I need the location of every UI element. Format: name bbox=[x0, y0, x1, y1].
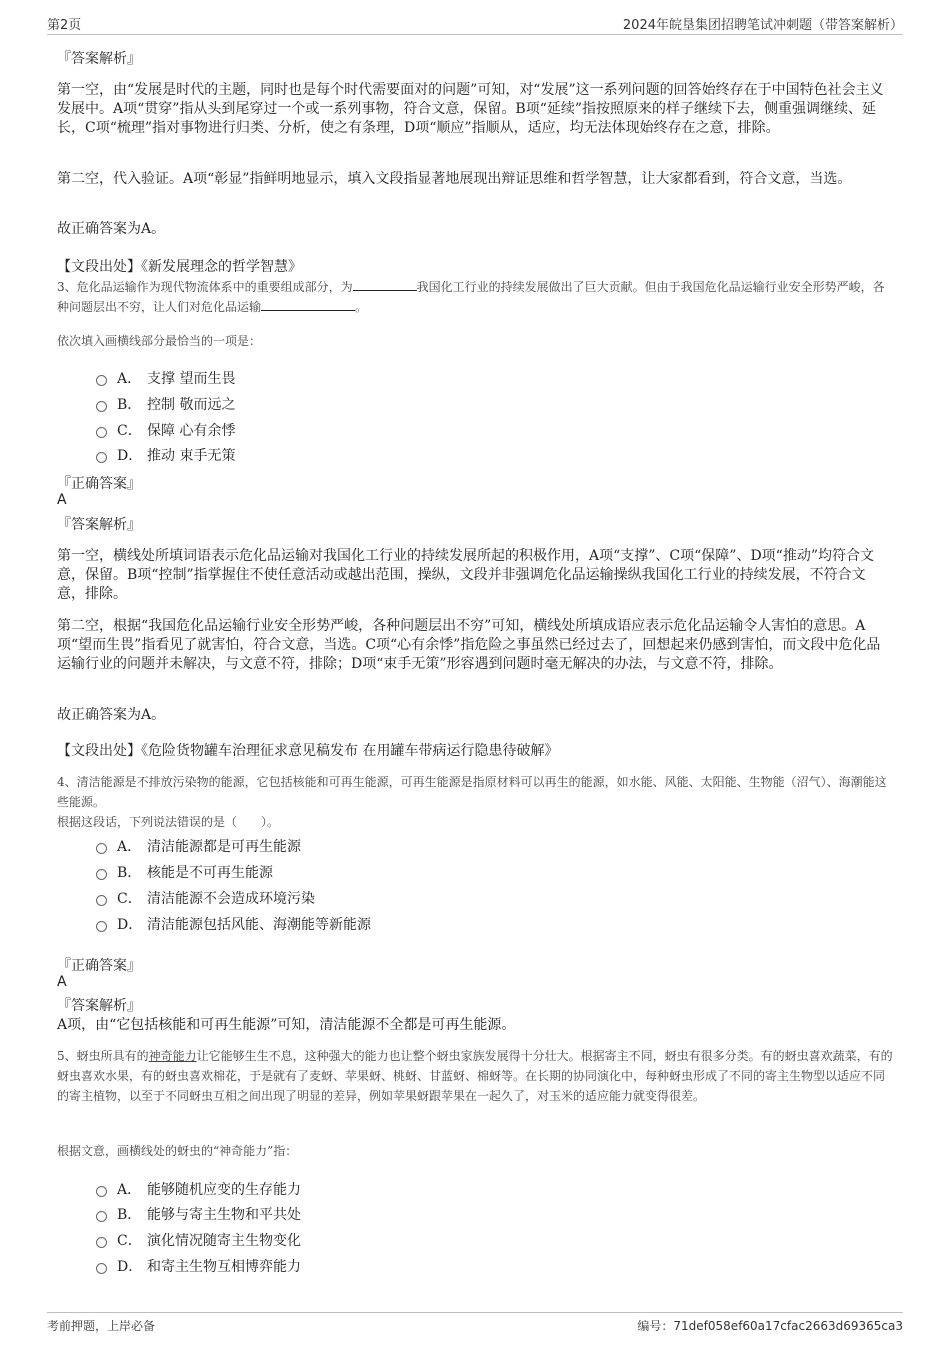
option-c[interactable] bbox=[96, 1230, 301, 1250]
correct-answer-value: A bbox=[57, 974, 67, 990]
option-letter: D． bbox=[117, 448, 143, 464]
page-footer bbox=[47, 1312, 903, 1336]
radio-icon[interactable] bbox=[96, 895, 107, 906]
fill-blank bbox=[353, 278, 417, 291]
document-title: 2024年皖垦集团招聘笔试冲刺题（带答案解析） bbox=[622, 18, 903, 33]
source-title: 《新发展理念的哲学智慧》 bbox=[141, 259, 302, 275]
option-a[interactable] bbox=[96, 1179, 301, 1199]
option-d[interactable] bbox=[96, 1256, 301, 1276]
fill-blank bbox=[261, 298, 355, 311]
question-stem bbox=[57, 277, 893, 317]
stem-text: 3、危化品运输作为现代物流体系中的重要组成部分，为 bbox=[57, 280, 353, 294]
radio-icon[interactable] bbox=[96, 1263, 107, 1274]
option-text: 能够随机应变的生存能力 bbox=[147, 1182, 301, 1198]
radio-icon[interactable] bbox=[96, 401, 107, 412]
radio-icon[interactable] bbox=[96, 1237, 107, 1248]
radio-icon[interactable] bbox=[96, 921, 107, 932]
underlined-phrase: 神奇能力 bbox=[148, 1049, 197, 1063]
option-b[interactable] bbox=[96, 862, 273, 882]
analysis-label: 『答案解析』 bbox=[57, 51, 141, 67]
option-text: 能够与寄主生物和平共处 bbox=[147, 1207, 301, 1223]
option-a[interactable] bbox=[96, 368, 235, 388]
radio-icon[interactable] bbox=[96, 375, 107, 386]
radio-icon[interactable] bbox=[96, 1186, 107, 1197]
option-d[interactable] bbox=[96, 445, 235, 465]
option-letter: B． bbox=[117, 397, 142, 413]
stem-text: 。 bbox=[355, 300, 368, 314]
analysis-paragraph: 第一空，由“发展是时代的主题，同时也是每个时代需要面对的问题”可知，对“发展”这一系列问题的回答始终存在于中国特色社会主义发展中。A项“贯穿”指从头到尾穿过一个或一系列事物，符合文意，保留。B项“延续”指按照原来的样子继续下去，侧重强调继续、延长，C项“梳理”指对事物进行归类、分析，使之有条理，D项“顺应”指顺从，适应，均无法体现始终存在之意，排除。 bbox=[57, 82, 884, 136]
question-stem: 4、清洁能源是不排放污染物的能源，它包括核能和可再生能源，可再生能源是指原材料可以再生的能源，如水能、风能、太阳能、生物能（沼气）、海潮能这些能源。 bbox=[57, 775, 887, 809]
footer-slogan: 考前押题，上岸必备 bbox=[47, 1319, 156, 1333]
option-text: 控制 敬而远之 bbox=[147, 397, 236, 413]
option-text: 支撑 望而生畏 bbox=[147, 371, 236, 387]
correct-answer-label: 『正确答案』 bbox=[57, 958, 141, 974]
answer-conclusion: 故正确答案为A。 bbox=[57, 221, 166, 237]
option-letter: A． bbox=[117, 371, 142, 387]
option-text: 保障 心有余悸 bbox=[147, 423, 236, 439]
analysis-paragraph: 第一空，横线处所填词语表示危化品运输对我国化工行业的持续发展所起的积极作用，A项“支撑”、C项“保障”、D项“推动”均符合文意，保留。B项“控制”指掌握住不使任意活动或越出范围，操纵，文段并非强调危化品运输操纵我国化工行业的持续发展，不符合文意，排除。 bbox=[57, 548, 874, 602]
radio-icon[interactable] bbox=[96, 869, 107, 880]
answer-conclusion: 故正确答案为A。 bbox=[57, 707, 166, 723]
option-letter: C． bbox=[117, 423, 142, 439]
option-letter: D． bbox=[117, 917, 143, 933]
source-tag: 【文段出处】 bbox=[57, 743, 141, 759]
stem-text: 我国化工行业的持续发展做出了巨大贡献。但由于我国危化品运输行业安全形势严峻，各种问题层出不穷，让人们对危化品运输 bbox=[57, 280, 885, 314]
option-text: 清洁能源都是可再生能源 bbox=[147, 839, 301, 855]
analysis-paragraph: 第二空，根据“我国危化品运输行业安全形势严峻，各种问题层出不穷”可知，横线处所填成语应表示危化品运输令人害怕的意思。A项“望而生畏”指看见了就害怕，符合文意，当选。C项“心有余悸”指危险之事虽然已经过去了，回想起来仍感到害怕，而文段中危化品运输行业的问题并未解决，与文意不符，排除；D项“束手无策”形容遇到问题时毫无解决的办法，与文意不符，排除。 bbox=[57, 618, 881, 672]
page-header bbox=[47, 14, 903, 35]
option-letter: A． bbox=[117, 1182, 142, 1198]
option-text: 和寄主生物互相博弈能力 bbox=[147, 1259, 301, 1275]
option-b[interactable] bbox=[96, 1204, 301, 1224]
option-d[interactable] bbox=[96, 914, 371, 934]
option-letter: D． bbox=[117, 1259, 143, 1275]
option-text: 清洁能源包括风能、海潮能等新能源 bbox=[147, 917, 371, 933]
radio-icon[interactable] bbox=[96, 427, 107, 438]
source-line bbox=[57, 256, 302, 276]
option-c[interactable] bbox=[96, 888, 315, 908]
correct-answer-value: A bbox=[57, 492, 67, 508]
option-letter: A． bbox=[117, 839, 142, 855]
correct-answer-label: 『正确答案』 bbox=[57, 476, 141, 492]
document-code: 编号：71def058ef60a17cfac2663d69365ca3 bbox=[637, 1319, 903, 1333]
option-text: 推动 束手无策 bbox=[147, 448, 236, 464]
option-letter: B． bbox=[117, 1207, 142, 1223]
radio-icon[interactable] bbox=[96, 1211, 107, 1222]
option-letter: C． bbox=[117, 1233, 142, 1249]
source-line bbox=[57, 740, 558, 760]
option-text: 核能是不可再生能源 bbox=[147, 865, 273, 881]
source-tag: 【文段出处】 bbox=[57, 259, 141, 275]
option-a[interactable] bbox=[96, 836, 301, 856]
radio-icon[interactable] bbox=[96, 452, 107, 463]
question-prompt: 根据文意，画横线处的蚜虫的“神奇能力”指： bbox=[57, 1144, 298, 1158]
question-stem bbox=[57, 1046, 893, 1106]
option-letter: B． bbox=[117, 865, 142, 881]
question-prompt: 根据这段话，下列说法错误的是（ ）。 bbox=[57, 815, 280, 829]
option-letter: C． bbox=[117, 891, 142, 907]
analysis-label: 『答案解析』 bbox=[57, 998, 141, 1014]
stem-text: 让它能够生生不息，这种强大的能力也让整个蚜虫家族发展得十分壮大。根据寄主不同，蚜虫有很多分类。有的蚜虫喜欢蔬菜，有的蚜虫喜欢水果，有的蚜虫喜欢棉花，于是就有了麦蚜、苹果蚜、桃蚜、甘蓝蚜、棉蚜等。在长期的协同演化中，每种蚜虫形成了不同的寄主生物型以适应不同的寄主植物，以至于不同蚜虫互相之间出现了明显的差异，例如苹果蚜跟苹果在一起久了，对玉米的适应能力就变得很差。 bbox=[57, 1049, 893, 1103]
analysis-label: 『答案解析』 bbox=[57, 517, 141, 533]
page-number: 第2页 bbox=[47, 18, 82, 33]
source-title: 《危险货物罐车治理征求意见稿发布 在用罐车带病运行隐患待破解》 bbox=[141, 743, 559, 759]
option-text: 演化情况随寄主生物变化 bbox=[147, 1233, 301, 1249]
analysis-paragraph: A项，由“它包括核能和可再生能源”可知，清洁能源不全都是可再生能源。 bbox=[57, 1017, 516, 1033]
stem-text: 5、蚜虫所具有的 bbox=[57, 1049, 149, 1063]
question-prompt: 依次填入画横线部分最恰当的一项是： bbox=[57, 334, 262, 348]
option-b[interactable] bbox=[96, 394, 235, 414]
radio-icon[interactable] bbox=[96, 843, 107, 854]
analysis-paragraph: 第二空，代入验证。A项“彰显”指鲜明地显示，填入文段指显著地展现出辩证思维和哲学智慧，让大家都看到，符合文意，当选。 bbox=[57, 171, 852, 187]
option-c[interactable] bbox=[96, 420, 235, 440]
option-text: 清洁能源不会造成环境污染 bbox=[147, 891, 315, 907]
